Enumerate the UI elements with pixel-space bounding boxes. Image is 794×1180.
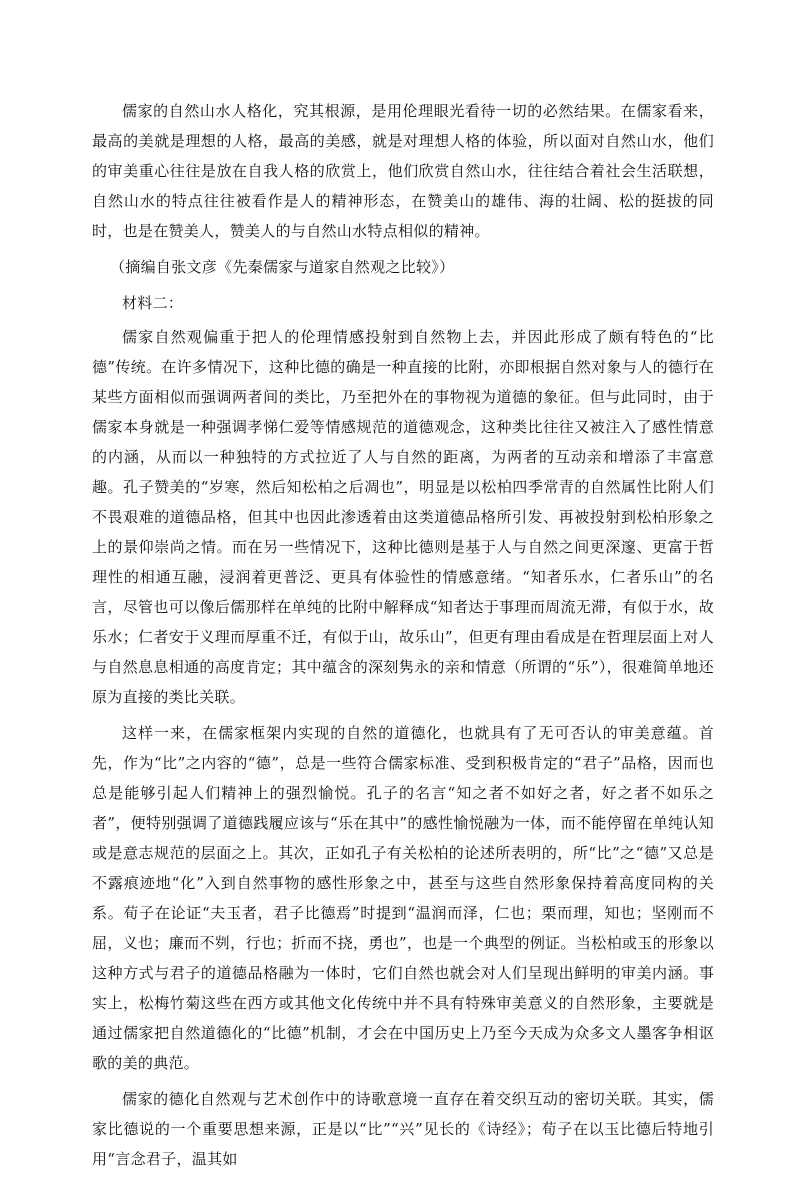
citation: （摘编自张文彦《先秦儒家与道家自然观之比较》）: [110, 258, 455, 276]
paragraph-4: 儒家的德化自然观与艺术创作中的诗歌意境一直存在着交织互动的密切关联。其实，儒家比德说的一个重要思想来源，正是以“比”“兴”见长的《诗经》；荀子在以玉比德后特地引用“言念君子，温其如: [92, 1090, 714, 1168]
paragraph-2: 儒家自然观偏重于把人的伦理情感投射到自然物上去，并因此形成了颇有特色的“比德”传统。在许多情况下，这种比德的确是一种直接的比附，亦即根据自然对象与人的德行在某些方面相似而强调两者间的类比，乃至把外在的事物视为道德的象征。但与此同时，由于儒家本身就是一种强调孝悌仁爱等情感规范的道德观念，这种类比往往又被注入了感性情意的内涵，从而以一种独特的方式拉近了人与自然的距离，为两者的互动亲和增添了丰富意趣。孔子赞美的“岁寒，然后知松柏之后凋也”，明显是以松柏四季常青的自然属性比附人们不畏艰难的道德品格，但其中也因此渗透着由这类道德品格所引发、再被投射到松柏形象之上的景仰崇尚之情。而在另一些情况下，这种比德则是基于人与自然之间更深邃、更富于哲理性的相通互融，浸润着更普泛、更具有体验性的情感意绪。“知者乐水，仁者乐山”的名言，尽管也可以像后儒那样在单纯的比附中解释成“知者达于事理而周流无滞，有似于水，故乐水；仁者安于义理而厚重不迁，有似于山，故乐山”，但更有理由看成是在哲理层面上对人与自然息息相通的高度肯定；其中蕴含的深刻隽永的亲和情意（所谓的“乐”），很难简单地还原为直接的类比关联。: [92, 328, 714, 706]
paragraph-3: 这样一来，在儒家框架内实现的自然的道德化，也就具有了无可否认的审美意蕴。首先，作为“比”之内容的“德”，总是一些符合儒家标准、受到积极肯定的“君子”品格，因而也总是能够引起人们精神上的强烈愉悦。孔子的名言“知之者不如好之者，好之者不如乐之者”，便特别强调了道德践履应该与“乐在其中”的感性愉悦融为一体，而不能停留在单纯认知或是意志规范的层面之上。其次，正如孔子有关松柏的论述所表明的，所“比”之“德”又总是不露痕迹地“化”入到自然事物的感性形象之中，甚至与这些自然形象保持着高度同构的关系。荀子在论证“夫玉者，君子比德焉”时提到“温润而泽，仁也；栗而理，知也；坚刚而不屈，义也；廉而不刿，行也；折而不挠，勇也”，也是一个典型的例证。当松柏或玉的形象以这种方式与君子的道德品格融为一体时，它们自然也就会对人们呈现出鲜明的审美内涵。事实上，松梅竹菊这些在西方或其他文化传统中并不具有特殊审美意义的自然形象，主要就是通过儒家把自然道德化的“比德”机制，才会在中国历史上乃至今天成为众多文人墨客争相讴歌的美的典范。: [92, 724, 714, 1072]
document-body: [92, 96, 714, 1180]
paragraph-1: 儒家的自然山水人格化，究其根源，是用伦理眼光看待一切的必然结果。在儒家看来，最高的美就是理想的人格，最高的美感，就是对理想人格的体验，所以面对自然山水，他们的审美重心往往是放在自我人格的欣赏上，他们欣赏自然山水，往往结合着社会生活联想，自然山水的特点往往被看作是人的精神形态，在赞美山的雄伟、海的壮阔、松的挺拔的同时，也是在赞美人，赞美人的与自然山水特点相似的精神。: [92, 102, 714, 240]
material-heading: 材料二：: [122, 294, 184, 312]
